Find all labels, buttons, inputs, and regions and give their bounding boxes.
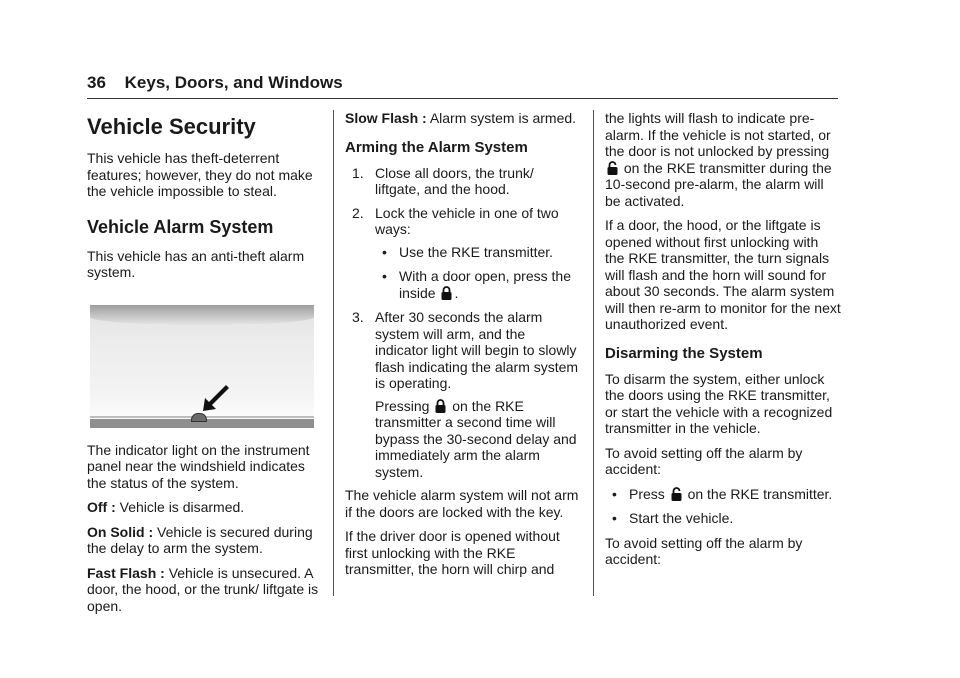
step-text: Pressing xyxy=(375,397,430,414)
indicator-light-photo xyxy=(90,305,314,428)
bullet-text: With a door open, press the inside xyxy=(399,268,571,301)
step-text: After 30 seconds the alarm system will arm, and the indicator light will begin to slowly flash indicating the alarm system is operating. xyxy=(375,309,579,391)
status-label: On Solid : xyxy=(87,523,154,540)
bullet-item xyxy=(605,510,841,527)
bullet-text: Start the vehicle. xyxy=(629,510,734,526)
column-divider xyxy=(333,110,334,596)
pointer-arrow-icon xyxy=(200,383,230,413)
bullet-item xyxy=(375,244,581,261)
paragraph: The vehicle alarm system will not arm if the doors are locked with the key. xyxy=(345,487,579,520)
paragraph-text: on the RKE transmitter during the 10-second pre-alarm, the alarm will be activated. xyxy=(605,159,832,209)
bullet-dot: • xyxy=(382,268,387,284)
paragraph: The indicator light on the instrument panel near the windshield indicates the status of the system. xyxy=(87,441,310,491)
bullet-text: Use the RKE transmitter. xyxy=(399,243,554,260)
page-header xyxy=(87,72,838,96)
bullet-item xyxy=(375,268,581,301)
column-2 xyxy=(345,110,581,586)
heading-arming: Arming the Alarm System xyxy=(345,138,528,156)
step-number: 2. xyxy=(352,204,364,221)
lock-icon xyxy=(441,286,452,300)
status-on-solid xyxy=(87,524,323,557)
bullet-dot: • xyxy=(612,485,617,502)
page-number: 36 xyxy=(87,73,106,92)
windshield-edge xyxy=(90,305,314,325)
arming-steps xyxy=(345,165,581,481)
step-number: 3. xyxy=(352,309,364,325)
heading-disarming: Disarming the System xyxy=(605,344,763,362)
bullet-text: Press xyxy=(629,485,665,502)
heading-vehicle-security: Vehicle Security xyxy=(87,114,256,139)
step-number: 1. xyxy=(352,164,364,181)
status-text: Vehicle is disarmed. xyxy=(119,499,245,515)
paragraph: If the driver door is opened without first unlocking with the RKE transmitter, the horn will chirp and xyxy=(345,528,560,577)
status-label: Off : xyxy=(87,499,116,515)
lock-icon xyxy=(435,399,446,413)
status-fast-flash xyxy=(87,565,323,615)
paragraph: To avoid setting off the alarm by accident: xyxy=(605,444,803,477)
paragraph: If a door, the hood, or the liftgate is opened without first unlocking with the RKE transmitter, the turn signals will flash and the horn will sound for about 30 seconds. The alarm system will then re-arm to monitor for the next unauthorized event. xyxy=(605,217,841,332)
list-item xyxy=(345,205,581,302)
status-slow-flash xyxy=(345,110,581,127)
paragraph: This vehicle has an anti-theft alarm system. xyxy=(87,247,305,280)
heading-vehicle-alarm-system: Vehicle Alarm System xyxy=(87,216,274,237)
header-rule xyxy=(87,98,838,99)
step-continuation xyxy=(375,398,581,481)
status-text: Vehicle is secured during the delay to arm the system. xyxy=(87,523,313,556)
column-3 xyxy=(605,110,841,576)
bullet-dot: • xyxy=(612,510,617,526)
status-label: Fast Flash : xyxy=(87,564,165,581)
paragraph: To avoid setting off the alarm by accident: xyxy=(605,534,803,567)
status-text: Vehicle is unsecured. A door, the hood, or the trunk/ liftgate is open. xyxy=(87,564,319,614)
bullet-item xyxy=(605,486,841,503)
step-text: Close all doors, the trunk/ liftgate, and the hood. xyxy=(375,164,534,197)
status-text: Alarm system is armed. xyxy=(429,110,577,126)
list-item xyxy=(345,309,581,480)
step-text: Lock the vehicle in one of two ways: xyxy=(375,204,559,237)
status-off xyxy=(87,499,323,516)
step-text: on the RKE transmitter a second time will bypass the 30-second delay and immediately arm the alarm system. xyxy=(375,397,577,480)
unlock-icon xyxy=(607,161,618,175)
paragraph: To disarm the system, either unlock the doors using the RKE transmitter, or start the vehicle with a recognized transmitter in the vehicle. xyxy=(605,370,833,436)
paragraph xyxy=(605,110,841,209)
paragraph: This vehicle has theft-deterrent features; however, they do not make the vehicle impossible to steal. xyxy=(87,150,313,199)
column-divider xyxy=(593,110,594,596)
list-item xyxy=(345,165,581,198)
section-title: Keys, Doors, and Windows xyxy=(124,73,343,92)
unlock-icon xyxy=(671,487,682,501)
security-indicator-icon xyxy=(191,413,207,422)
paragraph-text: the lights will flash to indicate pre-alarm. If the vehicle is not started, or the door is not unlocked by pressing xyxy=(605,110,831,159)
bullet-text-end: . xyxy=(454,284,459,301)
bullet-text: on the RKE transmitter. xyxy=(687,485,833,502)
bullet-dot: • xyxy=(382,243,387,260)
column-1 xyxy=(87,110,323,622)
status-label: Slow Flash : xyxy=(345,110,427,126)
